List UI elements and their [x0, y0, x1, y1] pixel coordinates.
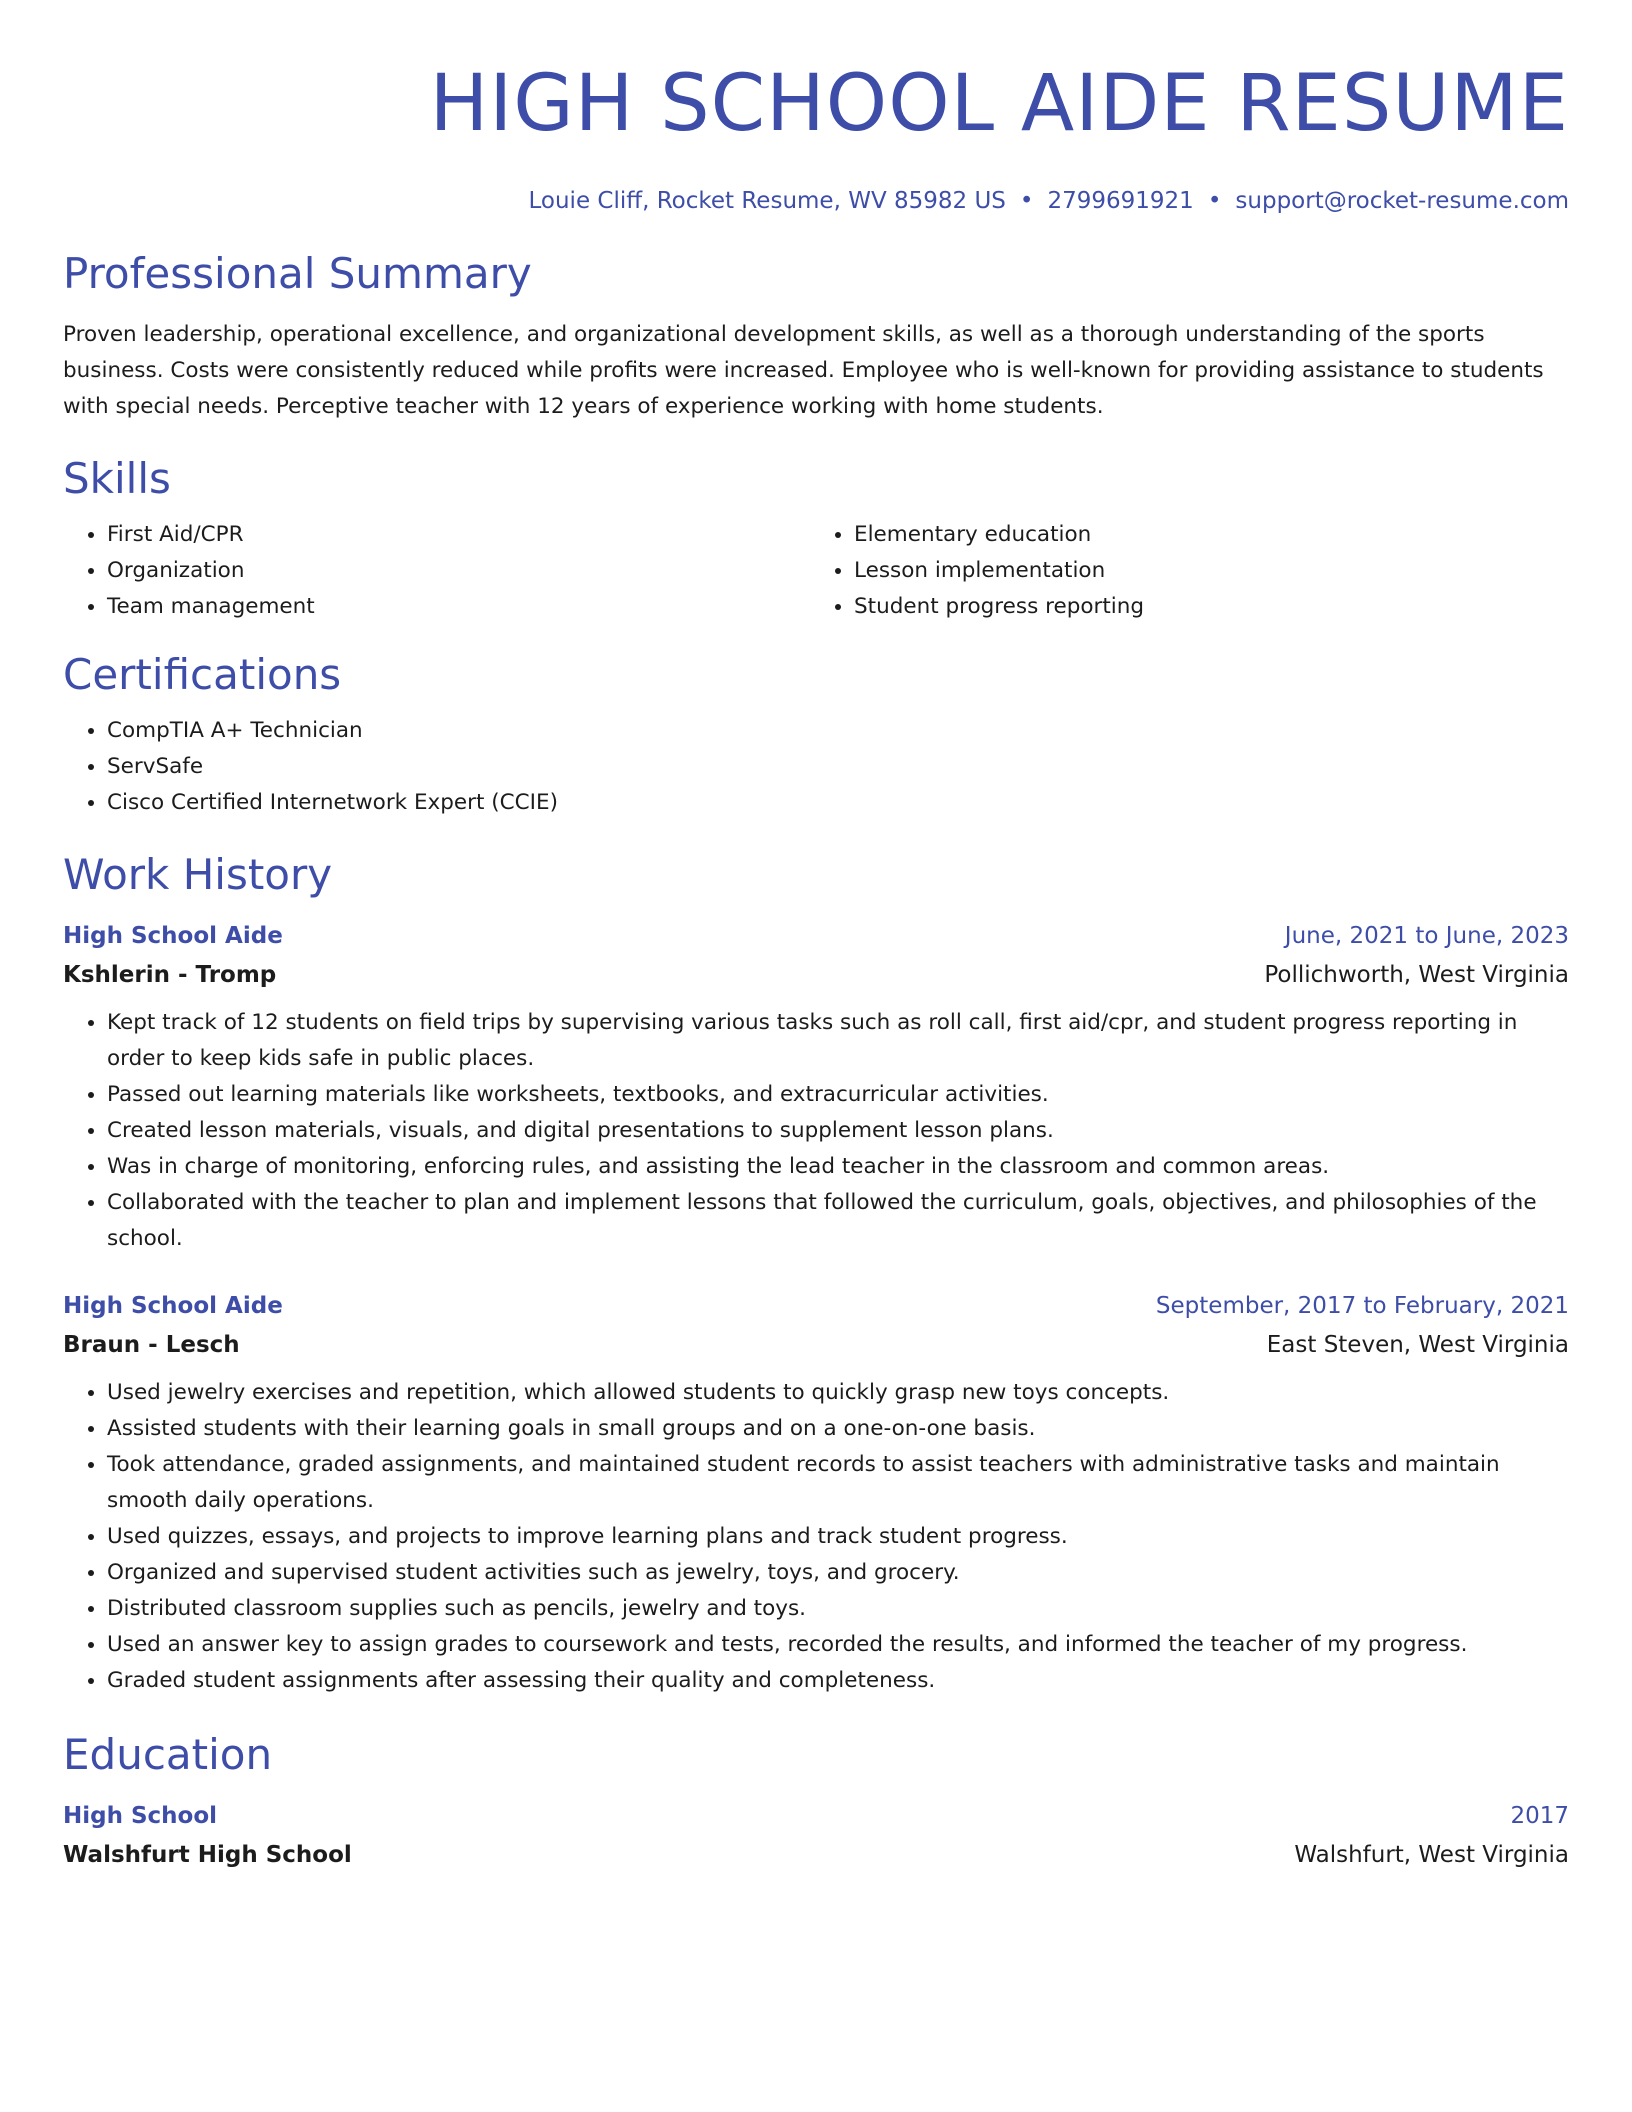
contact-email: support@rocket-resume.com [1235, 188, 1569, 214]
job-dates: September, 2017 to February, 2021 [1155, 1293, 1569, 1319]
skills-list-right [816, 517, 1569, 625]
resume-header [63, 56, 1569, 216]
job-title-row [63, 1287, 1569, 1325]
job-employer: Braun - Lesch [63, 1332, 240, 1358]
job-title: High School Aide [63, 1293, 283, 1319]
contact-separator: • [1207, 188, 1222, 214]
contact-address: Louie Cliff, Rocket Resume, WV 85982 US [528, 188, 1006, 214]
job-duty-item: • Used an answer key to assign grades to coursework and tests, recorded the results, and informed the teacher of my progress. [107, 1627, 1569, 1663]
contact-line [63, 186, 1569, 216]
skill-item: • Student progress reporting [854, 589, 1569, 625]
skills-section [63, 453, 1569, 625]
education-school-row [63, 1835, 1569, 1875]
job-location: East Steven, West Virginia [1266, 1332, 1569, 1358]
skills-grid [63, 517, 1569, 625]
contact-separator: • [1019, 188, 1034, 214]
job-duty-item: • Assisted students with their learning goals in small groups and on a one-on-one basis. [107, 1411, 1569, 1447]
job-duties-list [63, 1375, 1569, 1699]
professional-summary-section [63, 248, 1569, 425]
job-duty-item: • Was in charge of monitoring, enforcing rules, and assisting the lead teacher in the classroom and common areas. [107, 1149, 1569, 1185]
job-duty-item: • Kept track of 12 students on field trips by supervising various tasks such as roll call, first aid/cpr, and student progress reporting in order to keep kids safe in public places. [107, 1005, 1569, 1077]
job-employer-row [63, 1325, 1569, 1365]
contact-phone: 2799691921 [1047, 188, 1194, 214]
job-title-row [63, 917, 1569, 955]
skill-item: • Elementary education [854, 517, 1569, 553]
education-degree: High School [63, 1803, 218, 1829]
job-title: High School Aide [63, 923, 283, 949]
job-duty-item: • Took attendance, graded assignments, and maintained student records to assist teachers with administrative tasks and maintain smooth daily operations. [107, 1447, 1569, 1519]
education-year: 2017 [1510, 1803, 1569, 1829]
job-entry [63, 917, 1569, 1257]
job-duty-item: • Distributed classroom supplies such as pencils, jewelry and toys. [107, 1591, 1569, 1627]
job-dates: June, 2021 to June, 2023 [1284, 923, 1569, 949]
skill-item: • Team management [107, 589, 816, 625]
skill-item: • Lesson implementation [854, 553, 1569, 589]
education-section [63, 1729, 1569, 1875]
certification-item: • ServSafe [107, 749, 1569, 785]
certification-item: • CompTIA A+ Technician [107, 713, 1569, 749]
job-location: Pollichworth, West Virginia [1264, 962, 1569, 988]
job-duty-item: • Collaborated with the teacher to plan and implement lessons that followed the curriculum, goals, objectives, and philosophies of the school. [107, 1185, 1569, 1257]
section-heading-summary: Professional Summary [63, 249, 532, 298]
work-history-section [63, 849, 1569, 1699]
job-duty-item: • Used jewelry exercises and repetition, which allowed students to quickly grasp new toys concepts. [107, 1375, 1569, 1411]
section-heading-certifications: Certifications [63, 650, 342, 699]
job-duty-item: • Graded student assignments after assessing their quality and completeness. [107, 1663, 1569, 1699]
job-employer-row [63, 955, 1569, 995]
section-heading-skills: Skills [63, 454, 171, 503]
job-entry [63, 1287, 1569, 1699]
section-heading-education: Education [63, 1730, 273, 1779]
job-duty-item: • Used quizzes, essays, and projects to improve learning plans and track student progress. [107, 1519, 1569, 1555]
certifications-section [63, 649, 1569, 821]
skills-list-left [63, 517, 816, 625]
skill-item: • Organization [107, 553, 816, 589]
job-duties-list [63, 1005, 1569, 1257]
document-title: HIGH SCHOOL AIDE RESUME [429, 59, 1569, 149]
education-degree-row [63, 1797, 1569, 1835]
education-school: Walshfurt High School [63, 1842, 352, 1868]
summary-text: Proven leadership, operational excellence, and organizational development skills, as well as a thorough understanding of the sports business. Costs were consistently reduced while profits were increased. Employee who is well-known for providing assistance to students with special needs. Perceptive teacher with 12 years of experience working with home students. [63, 322, 1544, 419]
skill-item: • First Aid/CPR [107, 517, 816, 553]
certification-item: • Cisco Certified Internetwork Expert (CCIE) [107, 785, 1569, 821]
job-duty-item: • Organized and supervised student activities such as jewelry, toys, and grocery. [107, 1555, 1569, 1591]
section-heading-work-history: Work History [63, 850, 333, 899]
job-employer: Kshlerin - Tromp [63, 962, 277, 988]
job-duty-item: • Created lesson materials, visuals, and digital presentations to supplement lesson plans. [107, 1113, 1569, 1149]
job-duty-item: • Passed out learning materials like worksheets, textbooks, and extracurricular activities. [107, 1077, 1569, 1113]
certifications-list [63, 713, 1569, 821]
education-entry [63, 1797, 1569, 1875]
education-location: Walshfurt, West Virginia [1294, 1842, 1569, 1868]
